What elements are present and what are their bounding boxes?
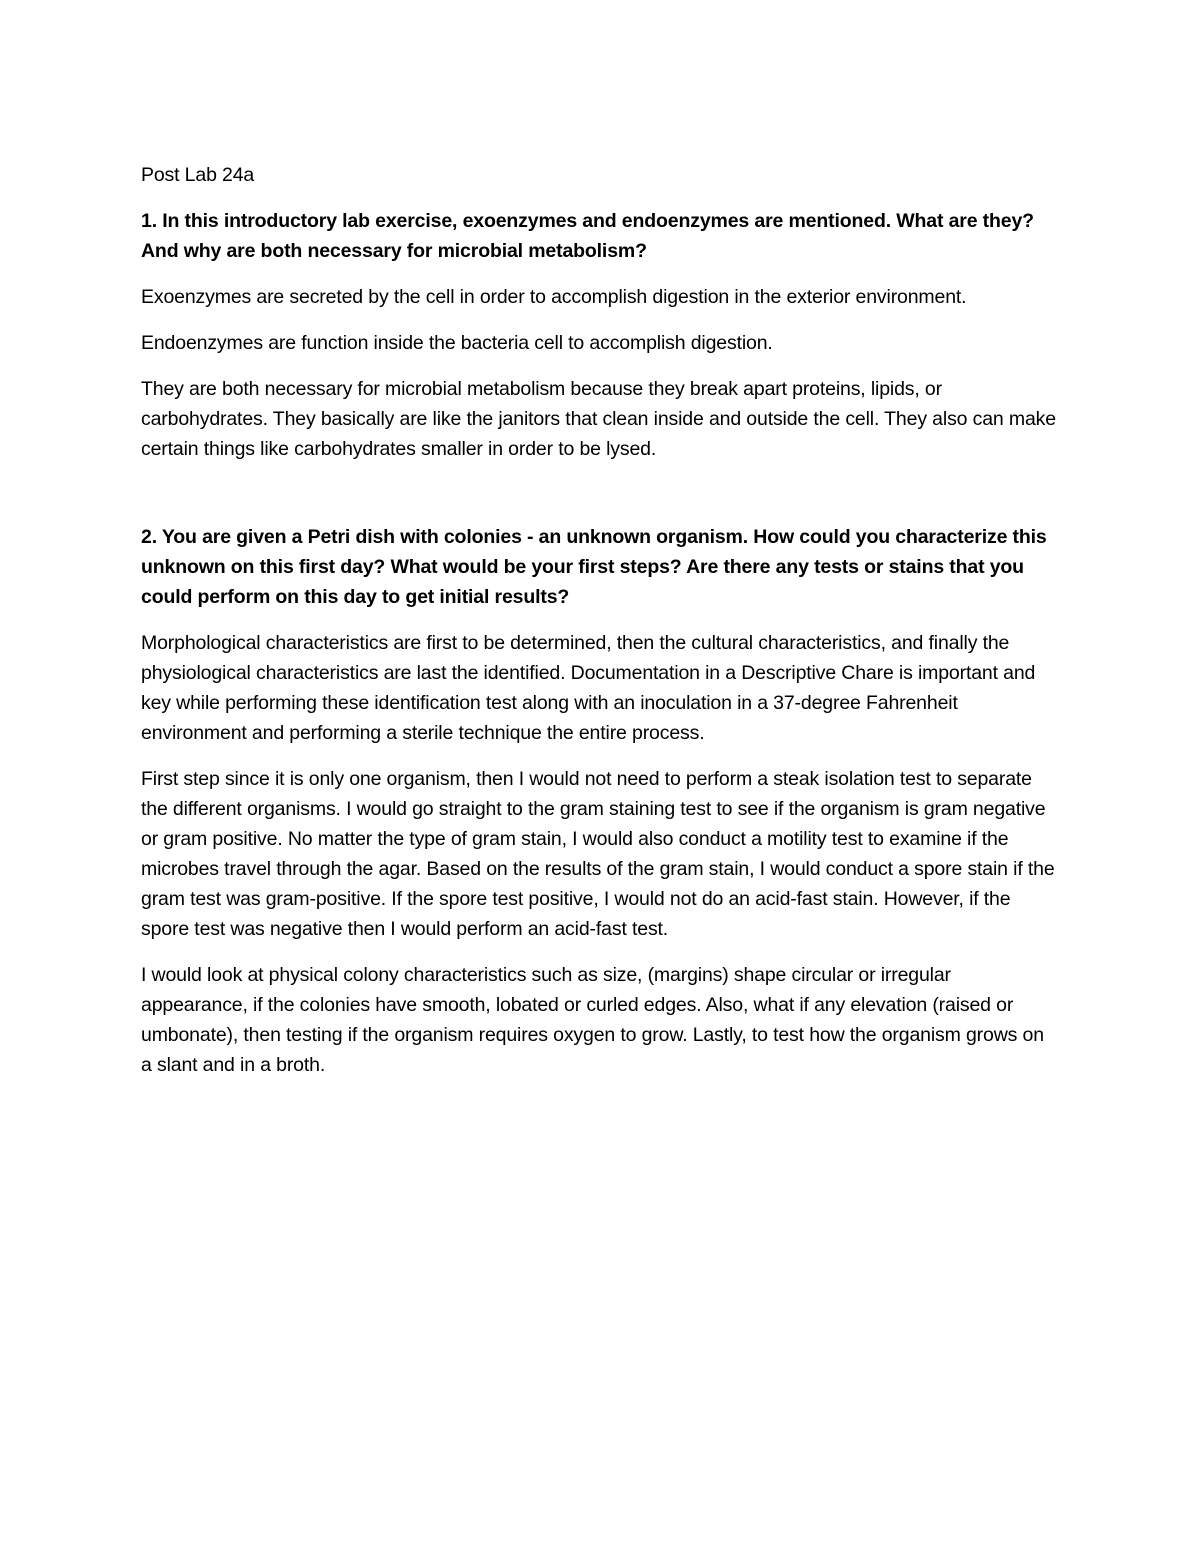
document-body <box>141 160 1059 1096</box>
answer-2-paragraph-3: I would look at physical colony characteristics such as size, (margins) shape circular or irregular appearance, if the colonies have smooth, lobated or curled edges. Also, what if any elevation (raised or umbonate), then testing if the organism requires oxygen to grow. Lastly, to test how the organism grows on a slant and in a broth. <box>141 964 1044 1076</box>
answer-1-paragraph-1: Exoenzymes are secreted by the cell in order to accomplish digestion in the exterior environment. <box>141 286 967 308</box>
document-title: Post Lab 24a <box>141 164 255 186</box>
section-question-1 <box>141 206 1059 464</box>
question-2: 2. You are given a Petri dish with colonies - an unknown organism. How could you characterize this unknown on this first day? What would be your first steps? Are there any tests or stains that you could perform on this day to get initial results? <box>141 526 1047 608</box>
question-1: 1. In this introductory lab exercise, exoenzymes and endoenzymes are mentioned. What are they? And why are both necessary for microbial metabolism? <box>141 210 1034 262</box>
answer-2-paragraph-2: First step since it is only one organism, then I would not need to perform a steak isolation test to separate the different organisms. I would go straight to the gram staining test to see if the organism is gram negative or gram positive. No matter the type of gram stain, I would also conduct a motility test to examine if the microbes travel through the agar. Based on the results of the gram stain, I would conduct a spore stain if the gram test was gram-positive. If the spore test positive, I would not do an acid-fast stain. However, if the spore test was negative then I would perform an acid-fast test. <box>141 768 1055 940</box>
answer-1-paragraph-2: Endoenzymes are function inside the bacteria cell to accomplish digestion. <box>141 332 773 354</box>
answer-1-paragraph-3: They are both necessary for microbial metabolism because they break apart proteins, lipids, or carbohydrates. They basically are like the janitors that clean inside and outside the cell. They also can make certain things like carbohydrates smaller in order to be lysed. <box>141 378 1056 460</box>
section-spacer <box>141 480 1059 522</box>
answer-2-paragraph-1: Morphological characteristics are first to be determined, then the cultural characteristics, and finally the physiological characteristics are last the identified. Documentation in a Descriptive Chare is important and key while performing these identification test along with an inoculation in a 37-degree Fahrenheit environment and performing a sterile technique the entire process. <box>141 632 1036 744</box>
section-question-2 <box>141 522 1059 1080</box>
